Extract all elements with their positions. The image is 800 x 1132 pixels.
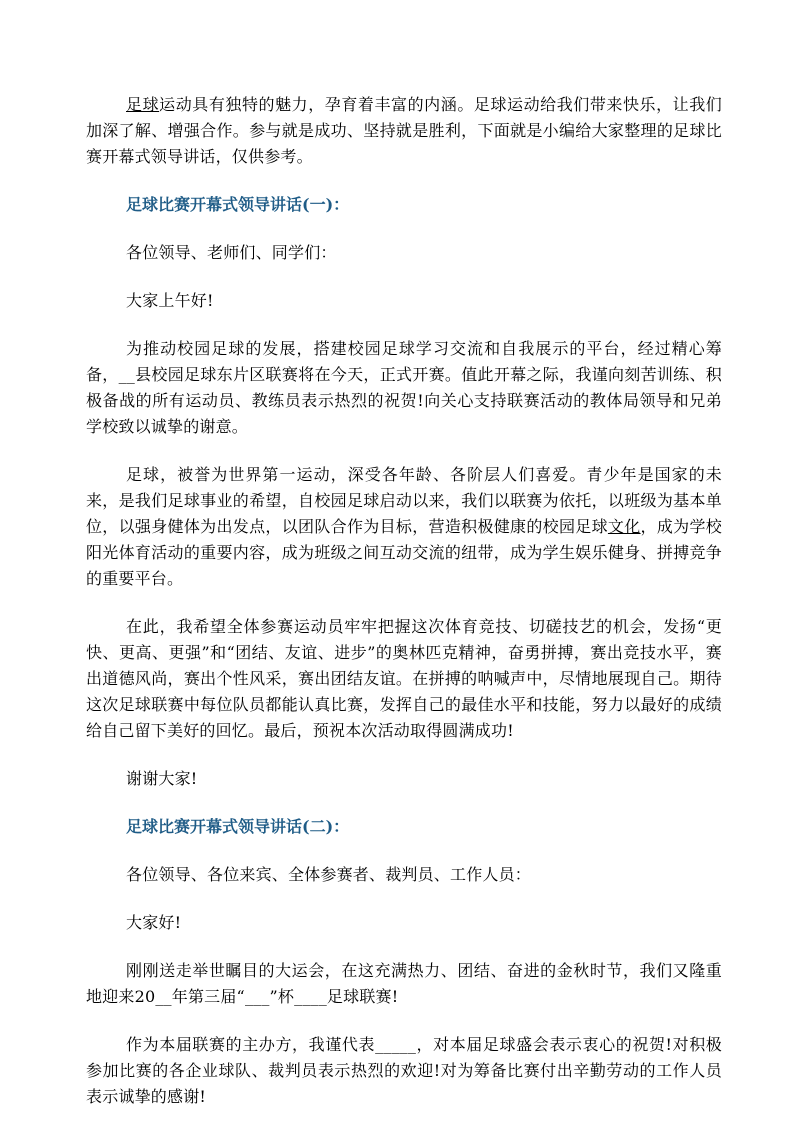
section1-salutation: 各位领导、老师们、同学们：	[126, 243, 337, 262]
section1-paragraph-2-text-a: 足球，被誉为世界第一运动，深受各年龄、各阶层人们喜爱。青少年是国家的未来，是我们足球事业的希望，自校园足球启动以来，我们以联赛为依托，以班级为基本单位，以强身健体为出发点，以团队合作为目标，营造积极健康的校园足球	[86, 465, 722, 536]
intro-lead-word: 足球	[126, 95, 160, 114]
section1-paragraph-3: 在此，我希望全体参赛运动员牢牢把握这次体育竞技、切磋技艺的机会，发扬“更快、更高、更强”和“团结、友谊、进步”的奥林匹克精神，奋勇拼搏，赛出竞技水平，赛出道德风尚，赛出个性风采，赛出团结友谊。在拼搏的呐喊声中，尽情地展现自己。期待这次足球联赛中每位队员都能认真比赛，发挥自己的最佳水平和技能，努力以最好的成绩给自己留下美好的回忆。最后，预祝本次活动取得圆满成功!	[86, 617, 722, 740]
intro-paragraph	[86, 92, 722, 170]
section2-greeting: 大家好!	[126, 913, 182, 932]
section1-paragraph-2	[86, 462, 722, 592]
section2-paragraph-2: 作为本届联赛的主办方，我谨代表_____，对本届足球盛会表示衷心的祝贺!对积极参加比赛的各企业球队、裁判员表示热烈的欢迎!对为筹备比赛付出辛勤劳动的工作人员表示诚挚的感谢!	[86, 1035, 722, 1106]
section1-paragraph-1: 为推动校园足球的发展，搭建校园足球学习交流和自我展示的平台，经过精心筹备，__县校园足球东片区联赛将在今天，正式开赛。值此开幕之际，我谨向刻苦训练、积极备战的所有运动员、教练员表示热烈的祝贺!向关心支持联赛活动的教体局领导和兄弟学校致以诚挚的谢意。	[86, 339, 722, 436]
intro-text: 运动具有独特的魅力，孕育着丰富的内涵。足球运动给我们带来快乐，让我们加深了解、增强合作。参与就是成功、坚持就是胜利，下面就是小编给大家整理的足球比赛开幕式领导讲话，仅供参考。	[86, 95, 722, 166]
section1-closing: 谢谢大家!	[126, 769, 198, 788]
section2-paragraph-1: 刚刚送走举世瞩目的大运会，在这充满热力、团结、奋进的金秋时节，我们又隆重地迎来20__年第三届“___”杯____足球联赛!	[86, 961, 722, 1006]
section2-salutation: 各位领导、各位来宾、全体参赛者、裁判员、工作人员：	[126, 865, 532, 884]
section1-greeting: 大家上午好!	[126, 291, 214, 310]
document-page	[86, 92, 722, 1132]
section2-heading: 足球比赛开幕式领导讲话(二)：	[126, 817, 350, 836]
section1-heading: 足球比赛开幕式领导讲话(一)：	[126, 195, 350, 214]
culture-link[interactable]: 文化	[607, 517, 641, 536]
section1-paragraph-2-text-b: ，成为学校阳光体育活动的重要内容，成为班级之间互动交流的纽带，成为学生娱乐健身、拼搏竞争的重要平台。	[86, 517, 722, 588]
